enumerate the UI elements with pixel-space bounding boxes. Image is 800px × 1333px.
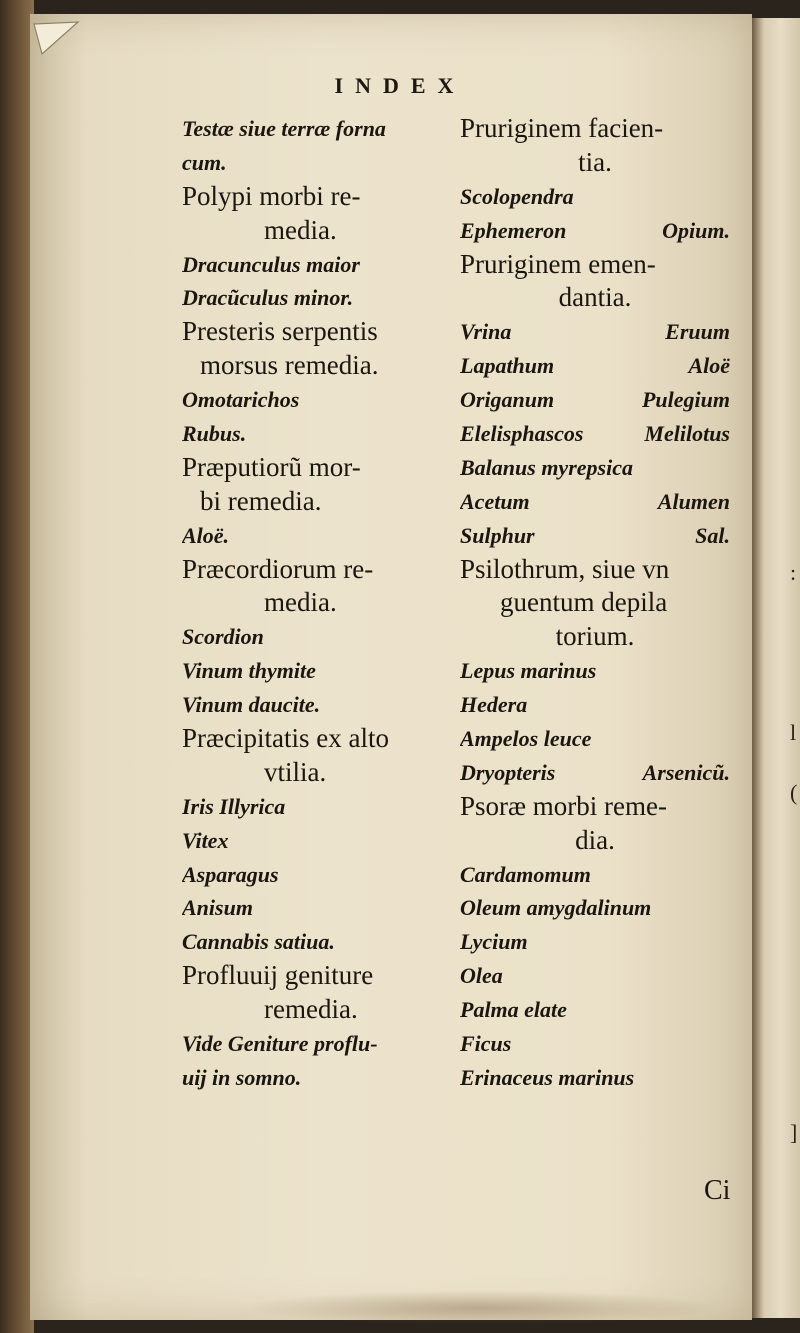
index-entry: Ficus	[460, 1031, 512, 1057]
index-entry: Lycium	[460, 929, 528, 955]
index-entry: Scolopendra	[460, 183, 574, 209]
index-entry: Profluuij geniture	[182, 960, 374, 991]
index-entry: Omotarichos	[182, 387, 300, 413]
index-entry: dia.	[575, 824, 615, 855]
index-entry: guentum depila	[500, 587, 668, 618]
paper-stain	[240, 1290, 720, 1326]
index-entry: bi remedia.	[200, 485, 322, 516]
index-entry: tia.	[578, 146, 612, 177]
index-entry: media.	[264, 214, 337, 245]
index-entry-term: Vrina	[460, 319, 512, 345]
index-entry-term: Alumen	[657, 488, 730, 514]
index-entry: Vinum daucite.	[182, 692, 321, 718]
index-entry: Vide Geniture proflu-	[182, 1031, 378, 1057]
index-entry: Presteris serpentis	[182, 316, 378, 347]
index-entry: torium.	[555, 621, 635, 652]
index-entry-term: Aloë	[688, 353, 730, 379]
index-entry-term: Sulphur	[460, 522, 535, 548]
bleed-through-mark: ]	[790, 1120, 798, 1145]
index-entry: Testæ siue terræ forna	[182, 116, 386, 141]
bleed-through-mark: :	[790, 560, 797, 585]
index-entry: Vitex	[182, 827, 229, 853]
index-entry-term: Dryopteris	[460, 759, 556, 785]
index-entry-term: Arsenicũ.	[642, 759, 730, 785]
index-entry-term: Opium.	[662, 217, 730, 243]
index-entry: dantia.	[558, 282, 632, 313]
index-entry	[460, 383, 730, 417]
bleed-through-mark: l	[790, 720, 797, 745]
index-entry: Olea	[460, 963, 503, 989]
index-entry: Vinum thymite	[182, 658, 316, 684]
bleed-through-mark: (	[790, 780, 798, 805]
index-entry: cum.	[182, 149, 227, 175]
index-entry-term: Origanum	[460, 387, 555, 413]
index-entry: Præcordiorum re-	[182, 553, 374, 584]
index-entry: Scordion	[182, 624, 264, 650]
index-entry: uij in somno.	[182, 1064, 302, 1090]
index-entry: Oleum amygdalinum	[460, 895, 652, 921]
index-entry: Rubus.	[182, 421, 247, 447]
index-entry: Ampelos leuce	[460, 726, 592, 752]
index-entry: media.	[264, 587, 337, 618]
index-entry-term: Lapathum	[460, 353, 555, 379]
index-entry: Psilothrum, siue vn	[460, 553, 670, 584]
index-entry: Lepus marinus	[460, 658, 597, 684]
index-entry	[460, 417, 730, 451]
index-entry: vtilia.	[264, 756, 327, 787]
index-entry: Cardamomum	[460, 861, 591, 887]
index-entry-term: Eruum	[665, 319, 730, 345]
index-entry: Dracũculus minor.	[182, 285, 354, 311]
index-entry-term: Pulegium	[641, 387, 730, 413]
index-entry-term: Melilotus	[644, 421, 730, 447]
index-entry: Erinaceus marinus	[460, 1064, 635, 1090]
index-entry: Iris Illyrica	[182, 793, 286, 819]
index-entry: morsus remedia.	[200, 350, 379, 381]
index-entry: Psoræ morbi reme-	[460, 790, 667, 821]
index-left-column	[182, 112, 454, 1095]
index-entry	[460, 315, 730, 349]
book-binding	[0, 0, 34, 1333]
index-entry: Pruriginem emen-	[460, 248, 656, 279]
index-entry: Præcipitatis ex alto	[182, 723, 389, 754]
index-entry	[460, 756, 730, 790]
folded-corner-icon	[32, 20, 82, 58]
index-entry: Polypi morbi re-	[182, 180, 361, 211]
catchword: Ci	[704, 1175, 731, 1206]
index-entry: Anisum	[182, 895, 253, 921]
index-entry	[460, 519, 730, 553]
index-entry-term: Sal.	[695, 522, 730, 548]
index-entry-term: Acetum	[460, 488, 530, 514]
page-header: INDEX	[334, 73, 466, 98]
index-right-column	[460, 112, 730, 1095]
index-entry: remedia.	[264, 994, 358, 1025]
index-entry-term: Ephemeron	[460, 217, 567, 243]
index-entry: Palma elate	[460, 997, 567, 1023]
index-entry: Balanus myrepsica	[460, 454, 633, 480]
index-entry: Dracunculus maior	[182, 251, 360, 277]
index-entry: Hedera	[460, 692, 528, 718]
index-entry: Asparagus	[182, 861, 279, 887]
index-entry: Pruriginem facien-	[460, 113, 664, 143]
index-entry: Aloë.	[182, 522, 230, 548]
index-entry	[460, 485, 730, 519]
index-entry	[460, 349, 730, 383]
index-entry: Præputiorũ mor-	[182, 451, 361, 482]
index-entry-term: Elelisphascos	[460, 421, 584, 447]
index-entry	[460, 214, 730, 248]
index-entry: Cannabis satiua.	[182, 929, 335, 955]
